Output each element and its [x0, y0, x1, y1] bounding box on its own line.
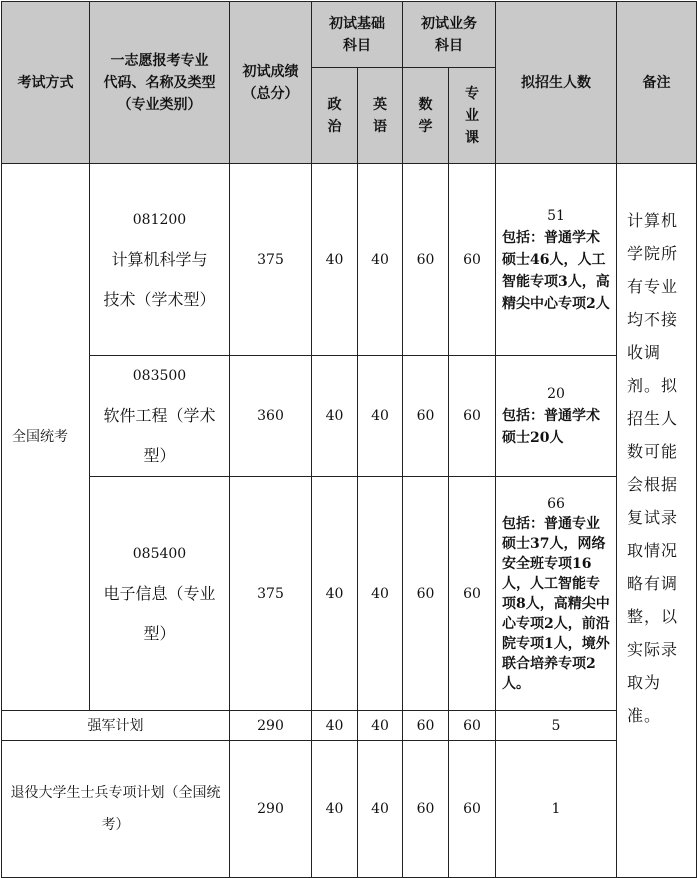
- table-row: [2, 356, 697, 477]
- math-cell: 60: [403, 477, 449, 711]
- politics-cell: 40: [312, 711, 358, 741]
- header-major-line-3: （专业类别）: [117, 96, 202, 113]
- header-specialty-line-1: 专: [465, 85, 479, 102]
- quota-cell: 5: [496, 711, 617, 741]
- quota-cell: [496, 164, 617, 356]
- header-basic-line-1: 初试基础: [329, 15, 385, 32]
- politics-cell: 40: [312, 741, 358, 878]
- header-specialty: [449, 68, 496, 164]
- header-total-score: [230, 2, 312, 164]
- politics-cell: 40: [312, 356, 358, 477]
- total-score-cell: 360: [230, 356, 312, 477]
- politics-cell: 40: [312, 477, 358, 711]
- table-row: [2, 477, 697, 711]
- major-cell: [90, 356, 230, 477]
- header-specialty-line-2: 业: [465, 107, 479, 124]
- major-name-line: 型）: [143, 623, 176, 643]
- header-math-line-1: 数: [418, 96, 433, 113]
- quota-cell: [496, 477, 617, 711]
- header-basic-line-2: 科目: [343, 37, 371, 54]
- header-business-subjects: [403, 2, 496, 68]
- header-remarks: 备注: [617, 2, 697, 164]
- math-cell: 60: [403, 356, 449, 477]
- english-cell: 40: [358, 477, 403, 711]
- quota-detail: 包括：普通学术硕士20人: [502, 408, 600, 446]
- header-specialty-line-3: 课: [465, 129, 479, 146]
- quota-number: 51: [547, 207, 565, 224]
- specialty-cell: 60: [449, 741, 496, 878]
- specialty-cell: 60: [449, 164, 496, 356]
- quota-number: 66: [547, 495, 565, 512]
- specialty-cell: 60: [449, 477, 496, 711]
- remark-cell: 计算机学院所有专业均不接收调剂。拟招生人数可能会根据复试录取情况略有调整，以实际录取为准。: [617, 164, 697, 878]
- math-cell: 60: [403, 711, 449, 741]
- table-row: [2, 711, 697, 741]
- major-code: 081200: [132, 211, 187, 228]
- admission-table: [1, 1, 697, 878]
- total-score-cell: 375: [230, 477, 312, 711]
- english-cell: 40: [358, 711, 403, 741]
- politics-cell: 40: [312, 164, 358, 356]
- total-score-cell: 290: [230, 741, 312, 878]
- header-major: [90, 2, 230, 164]
- total-score-cell: 375: [230, 164, 312, 356]
- quota-detail: 包括：普通专业硕士37人，网络安全班专项16人，人工智能专项8人，高精尖中心专项2人，前沿院专项1人，境外联合培养专项2人。: [502, 515, 610, 692]
- major-name-line: 电子信息（专业: [103, 583, 216, 603]
- header-business-line-2: 科目: [435, 37, 463, 54]
- major-cell: [90, 164, 230, 356]
- quota-cell: [496, 356, 617, 477]
- header-basic-subjects: [312, 2, 403, 68]
- header-total-line-2: （总分）: [242, 85, 299, 102]
- major-cell: [90, 477, 230, 711]
- header-major-line-2: 代码、名称及类型: [103, 74, 216, 91]
- header-business-line-1: 初试业务: [421, 15, 477, 32]
- header-math: [403, 68, 449, 164]
- major-name-line: 型）: [143, 446, 176, 465]
- quota-number: 20: [547, 386, 565, 402]
- major-name-line: 技术（学术型）: [103, 289, 216, 309]
- special-plan-label: 退役大学生士兵专项计划（全国统考）: [2, 741, 230, 878]
- header-planned-enrollment: 拟招生人数: [496, 2, 617, 164]
- header-total-line-1: 初试成绩: [242, 63, 299, 80]
- header-english: [358, 68, 403, 164]
- header-math-line-2: 学: [418, 118, 433, 135]
- header-english-line-2: 语: [373, 118, 387, 135]
- quota-detail: 包括：普通学术硕士46人，人工智能专项3人，高精尖中心专项2人: [502, 229, 610, 312]
- specialty-cell: 60: [449, 711, 496, 741]
- english-cell: 40: [358, 356, 403, 477]
- major-code: 085400: [132, 545, 187, 562]
- quota-cell: 1: [496, 741, 617, 878]
- specialty-cell: 60: [449, 356, 496, 477]
- header-english-line-1: 英: [373, 96, 387, 113]
- exam-method-cell: 全国统考: [2, 164, 90, 711]
- table-row: [2, 741, 697, 878]
- english-cell: 40: [358, 164, 403, 356]
- special-plan-label: 强军计划: [2, 711, 230, 741]
- major-code: 083500: [132, 368, 187, 384]
- math-cell: 60: [403, 741, 449, 878]
- header-major-line-1: 一志愿报考专业: [110, 52, 209, 69]
- header-politics-line-2: 治: [327, 118, 342, 135]
- major-name-line: 软件工程（学术: [103, 406, 216, 425]
- english-cell: 40: [358, 741, 403, 878]
- header-politics: [312, 68, 358, 164]
- total-score-cell: 290: [230, 711, 312, 741]
- major-name-line: 计算机科学与: [111, 249, 208, 269]
- table-row: [2, 164, 697, 356]
- header-politics-line-1: 政: [327, 96, 342, 113]
- header-exam-method: 考试方式: [2, 2, 90, 164]
- math-cell: 60: [403, 164, 449, 356]
